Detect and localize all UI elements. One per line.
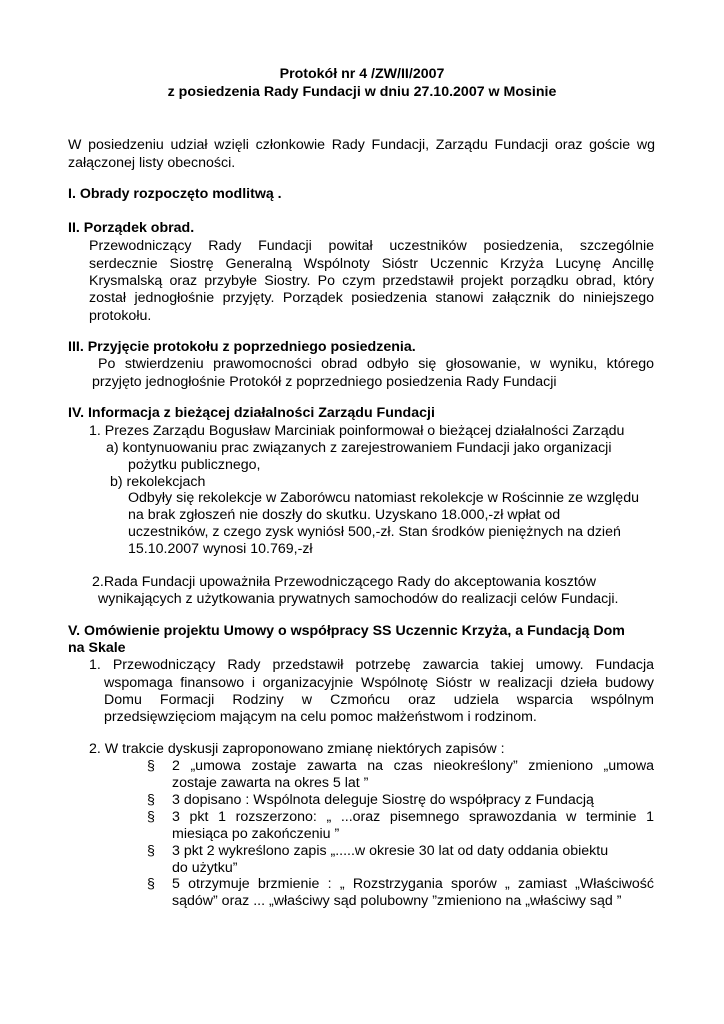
section-2-line: serdecznie Siostrę Generalną Wspólnoty Sióstr Uczennic Krzyża Lucynę Ancillę [89,256,654,272]
section-4-line: pożytku publicznego, [128,457,261,473]
section-5-heading: V. Omówienie projektu Umowy o współpracy SS Uczennic Krzyża, a Fundacją Dom [68,623,625,639]
section-5-heading: na Skale [68,640,126,656]
section-4-heading: IV. Informacja z bieżącej działalności Zarządu Fundacji [68,405,435,421]
section-4-line: b) rekolekcjach [110,474,206,490]
paragraph-item-text: 5 otrzymuje brzmienie : „ Rozstrzygania sporów „ zamiast „Właściwość [172,876,654,892]
intro-line: W posiedzeniu udział wzięli członkowie Rady Fundacji, Zarządu Fundacji oraz goście wg [68,137,655,153]
paragraph-item [147,809,163,827]
paragraph-item-text: 3 dopisano : Wspólnota deleguje Siostrę do współpracy z Fundacją [172,792,594,808]
paragraph-item [147,792,163,810]
section-5-line: Domu Formacji Rodziny w Czmońcu oraz udziela wsparcia wspólnym [104,692,654,708]
section-sign: § [147,758,155,774]
paragraph-item-text: 3 pkt 1 rozszerzono: „ ...oraz pisemnego sprawozdania w terminie 1 [172,809,654,825]
paragraph-item-text: miesiąca po zakończeniu ” [172,826,340,842]
paragraph-item-text: 3 pkt 2 wykreślono zapis „.....w okresie 30 lat od daty oddania obiektu [172,843,609,859]
paragraph-item [147,843,163,861]
section-3-line: przyjęto jednogłośnie Protokół z poprzedniego posiedzenia Rady Fundacji [92,374,557,390]
section-2-line: został jednogłośnie przyjęty. Porządek posiedzenia stanowi załącznik do niniejszego [89,290,654,306]
section-5-line: wspomaga finansowo i organizacyjnie Wspólnotę Sióstr w realizacji dzieła budowy [104,675,654,691]
section-3-heading: III. Przyjęcie protokołu z poprzedniego posiedzenia. [68,339,416,355]
section-3-line: Po stwierdzeniu prawomocności obrad odbyło się głosowanie, w wyniku, którego [98,356,654,372]
paragraph-item-text: sądów” oraz ... „właściwy sąd polubowny ”zmieniono na „właściwy sąd ” [172,893,622,909]
section-sign: § [147,876,155,892]
section-4-line: 15.10.2007 wynosi 10.769,-zł [128,541,313,557]
paragraph-item [147,758,163,776]
paragraph-item-text: zostaje zawarta na okres 5 lat ” [172,775,369,791]
section-5-line: 2. W trakcie dyskusji zaproponowano zmianę niektórych zapisów : [89,741,505,757]
paragraph-item-text: do użytku” [172,860,238,876]
section-4-line: 2.Rada Fundacji upoważniła Przewodniczącego Rady do akceptowania kosztów [92,574,596,590]
section-4-line: wynikających z użytkowania prywatnych samochodów do realizacji celów Fundacji. [98,591,619,607]
protocol-subtitle: z posiedzenia Rady Fundacji w dniu 27.10.2007 w Mosinie [167,84,557,100]
section-2-line: Krysmalską oraz przybyłe Siostry. Po czym przedstawił projekt porządku obrad, który [89,273,654,289]
section-4-line: na brak zgłoszeń nie doszły do skutku. Uzyskano 18.000,-zł wpłat od [128,507,561,523]
section-sign: § [147,809,155,825]
protocol-title: Protokół nr 4 /ZW/II/2007 [279,66,445,82]
paragraph-item-text: 2 „umowa zostaje zawarta na czas nieokreślony” zmieniono „umowa [172,758,654,774]
section-4-line: Odbyły się rekolekcje w Zaborówcu natomiast rekolekcje w Rościnnie ze względu [128,490,639,506]
section-sign: § [147,843,155,859]
section-5-line: przedsięwzięciom mającym na celu pomoc małżeństwom i rodzinom. [104,709,537,725]
section-sign: § [147,792,155,808]
section-4-line: uczestników, z czego zysk wyniósł 500,-zł. Stan środków pieniężnych na dzień [128,524,621,540]
section-4-line: 1. Prezes Zarządu Bogusław Marciniak poinformował o bieżącej działalności Zarządu [89,423,625,439]
section-1-heading: I. Obrady rozpoczęto modlitwą . [68,186,282,202]
intro-line: załączonej listy obecności. [68,155,236,171]
section-5-line: 1. Przewodniczący Rady przedstawił potrzebę zawarcia takiej umowy. Fundacja [89,657,654,673]
section-2-heading: II. Porządek obrad. [68,220,195,236]
paragraph-item [147,876,163,894]
section-4-line: a) kontynuowaniu prac związanych z zarejestrowaniem Fundacji jako organizacji [106,440,612,456]
section-2-line: Przewodniczący Rady Fundacji powitał uczestników posiedzenia, szczególnie [89,238,654,254]
section-2-line: protokołu. [89,308,152,324]
